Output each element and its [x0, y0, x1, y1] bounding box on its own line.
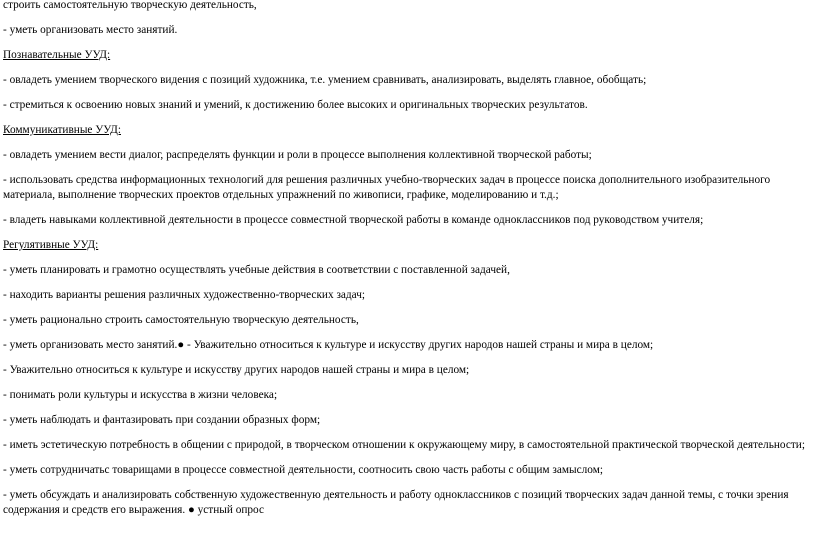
text-line: - уметь организовать место занятий.● - Уважительно относиться к культуре и искусству других народов нашей страны и мира в целом;: [3, 339, 654, 351]
text-line: - Уважительно относиться к культуре и искусству других народов нашей страны и мира в целом;: [3, 364, 470, 376]
section-heading-communicative: Коммуникативные УУД:: [3, 124, 121, 136]
text-line: - использовать средства информационных технологий для решения различных учебно-творческих задач в процессе поиска дополнительного изобразительного: [3, 174, 771, 186]
text-line: - стремиться к освоению новых знаний и умений, к достижению более высоких и оригинальных творческих результатов.: [3, 99, 588, 111]
text-line: - овладеть умением творческого видения с позиций художника, т.е. умением сравнивать, анализировать, выделять главное, обобщать;: [3, 74, 647, 86]
text-line: - овладеть умением вести диалог, распределять функции и роли в процессе выполнения коллективной творческой работы;: [3, 149, 592, 161]
text-line: - уметь планировать и грамотно осуществлять учебные действия в соответствии с поставленной задачей,: [3, 264, 510, 276]
text-line: - владеть навыками коллективной деятельности в процессе совместной творческой работы в команде одноклассников под руководством учителя;: [3, 214, 704, 226]
text-line: - иметь эстетическую потребность в общении с природой, в творческом отношении к окружающему миру, в самостоятельной практической творческой деятельности;: [3, 439, 805, 451]
text-line: - уметь организовать место занятий.: [3, 24, 178, 36]
text-line: - уметь сотрудничатьс товарищами в процессе совместной деятельности, соотносить свою часть работы с общим замыслом;: [3, 464, 603, 476]
text-line: - уметь наблюдать и фантазировать при создании образных форм;: [3, 414, 321, 426]
text-line: - уметь рационально строить самостоятельную творческую деятельность,: [3, 314, 359, 326]
text-line: - находить варианты решения различных художественно-творческих задач;: [3, 289, 366, 301]
text-line: строить самостоятельную творческую деятельность,: [3, 0, 257, 11]
text-line: - понимать роли культуры и искусства в жизни человека;: [3, 389, 278, 401]
text-line: - уметь обсуждать и анализировать собственную художественную деятельность и работу одноклассников с позиций творческих задач данной темы, с точки зрения: [3, 489, 789, 501]
document-body: [3, 0, 813, 517]
text-line: материала, выполнение творческих проектов отдельных упражнений по живописи, графике, моделированию и т.д.;: [3, 189, 559, 201]
section-heading-regulatory: Регулятивные УУД:: [3, 239, 99, 251]
section-heading-cognitive: Познавательные УУД:: [3, 49, 111, 61]
text-line: содержания и средств его выражения. ● устный опрос: [3, 504, 265, 516]
